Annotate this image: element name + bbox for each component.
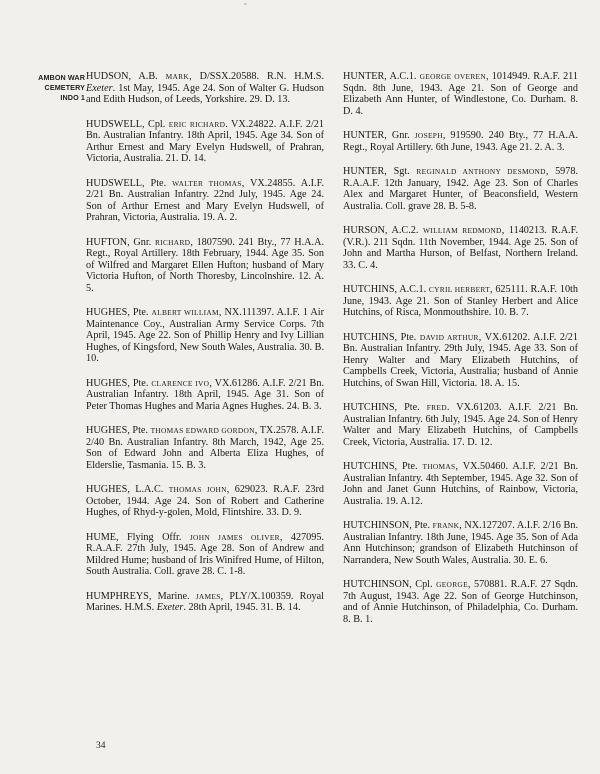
entry-surname-rank: HUDSON, A.B. <box>86 71 166 82</box>
entry-surname-rank: HUTCHINS, Pte. <box>343 331 420 343</box>
entry-details: , 427095. R.A.A.F. 27th July, 1945. Age 28. Son of Andrew and Mildred Hume; husband of Iris Winifred Hume, of Hilton, South Australia. Coll. grave 28. C. 1-8. <box>86 531 325 577</box>
entry-details: , 919590. 240 Bty., 77 H.A.A. Regt., Royal Artillery. 6th June, 1943. Age 21. 2. A. 3. <box>343 130 578 153</box>
entry-details: . VX.24822. A.I.F. 2/21 Bn. Australian Infantry. 18th April, 1945. Age 34. Son of Arthur Ernest and Mary Evelyn Hudswell, of Prahran, Victoria, Australia. 21. D. 14. <box>86 118 324 164</box>
entry-details: , 1140213. R.A.F.(V.R.). 211 Sqdn. 11th November, 1944. Age 25. Son of John and Martha Hurson, of Belfast, Northern Ireland. 33. C. 4. <box>343 225 578 271</box>
entry-details: , VX.61202. A.I.F. 2/21 Bn. Australian Infantry. 29th July, 1945. Age 33. Son of Henry Walter and Mary Elizabeth Hutchins, of Campbells Creek, Victoria, Australia; husband of Annie Hutchins, of Swan Hill, Victoria. 18. A. 15. <box>343 331 578 389</box>
entry-surname-rank: HUTCHINSON, Cpl. <box>343 579 437 590</box>
entry-details-cont: . 1st May, 1945. Age 24. Son of Walter G. Hudson and Edith Hudson, of Leeds, Yorkshire. 29. D. 13. <box>86 82 324 105</box>
register-entry <box>343 284 578 319</box>
register-entry <box>343 166 578 212</box>
entry-details: , NX.111397. A.I.F. 1 Air Maintenance Coy., Australian Army Service Corps. 7th April, 1945. Age 22. Son of Phillip Henry and Ivy Lillian Hughes, of Kingsford, New South Wales, Australia. 30. B. 10. <box>86 307 324 364</box>
entry-details: , D/SSX.20588. R.N. H.M.S. <box>189 71 324 82</box>
register-entry <box>343 71 578 117</box>
entry-ship-name: Exeter <box>156 602 184 613</box>
entry-details: , PLY/X.100359. Royal Marines. H.M.S. <box>86 590 324 613</box>
entry-forenames: FRED <box>426 403 447 412</box>
entry-details: , 1014949. R.A.F. 211 Sqdn. 8th June, 1943. Age 21. Son of George and Elizabeth Ann Hunter, of Windlestone, Co. Durham. 8. D. 4. <box>343 71 578 117</box>
entry-surname-rank: HUTCHINS, A.C.1. <box>343 284 429 295</box>
entry-surname-rank: HUTCHINS, Pte. <box>343 402 427 413</box>
entry-forenames: THOMAS EDWARD GORDON <box>150 426 255 435</box>
entry-forenames: THOMAS JOHN <box>168 485 227 494</box>
register-entry <box>343 225 578 271</box>
entry-forenames: JOSEPH <box>414 131 443 140</box>
entry-details: , VX.61286. A.I.F. 2/21 Bn. Australian Infantry. 18th April, 1945. Age 31. Son of Peter Thomas Hughes and Maria Agnes Hughes. 24. B. 3. <box>86 377 324 412</box>
entry-details: . VX.61203. A.I.F. 2/21 Bn. Australian Infantry. 6th July, 1945. Age 24. Son of Henry Walter and Mary Elizabeth Hutchins, of Campbells Creek, Victoria, Australia. 17. D. 12. <box>343 402 578 448</box>
left-column <box>86 71 324 627</box>
entry-surname-rank: HUNTER, A.C.1. <box>343 71 420 82</box>
scan-mark: ˇ <box>244 2 247 11</box>
register-entry <box>86 178 324 224</box>
entry-details: , VX.50460. A.I.F. 2/21 Bn. Australian Infantry. 4th September, 1945. Age 32. Son of John and Janet Gunn Hutchins, of Rainbow, Victoria, Australia. 19. A.12. <box>343 461 578 507</box>
entry-forenames: JOHN JAMES OLIVER <box>189 532 280 542</box>
entry-details: , 1807590. 241 Bty., 77 H.A.A. Regt., Royal Artillery. 18th February, 1944. Age 35. Son of Wilfred and Margaret Ellen Hufton; husband of Mary Victoria Hufton, of North Thoresby, Lincolnshire. 12. A. 5. <box>86 236 324 294</box>
entry-forenames: ALBERT WILLIAM <box>151 308 219 317</box>
entry-ship-name: Exeter <box>86 82 113 94</box>
entry-forenames: GEORGE OVEREN <box>419 72 487 81</box>
entry-surname-rank: HUDSWELL, Cpl. <box>86 118 169 130</box>
entry-details-cont: . 28th April, 1945. 31. B. 14. <box>183 602 301 613</box>
entry-surname-rank: HUNTER, Gnr. <box>343 130 415 141</box>
register-entry <box>86 378 324 413</box>
register-entry <box>343 130 578 153</box>
entry-surname-rank: HUGHES, Pte. <box>86 425 151 436</box>
entry-surname-rank: HUNTER, Sgt. <box>343 166 417 177</box>
cemetery-margin-label <box>12 73 85 103</box>
entry-forenames: ERIC RICHARD <box>168 119 226 129</box>
register-entry <box>86 591 324 614</box>
entry-details: , 570881. R.A.F. 27 Sqdn. 7th August, 1943. Age 22. Son of George Hutchinson, and of Annie Hutchinson, of Philadelphia, Co. Durham. 8. B. 1. <box>343 579 578 625</box>
entry-details: , 629023. R.A.F. 23rd October, 1944. Age 24. Son of Robert and Catherine Hughes, of Rhyd-y-golen, Mold, Flintshire. 33. D. 9. <box>86 484 324 518</box>
register-entry <box>343 402 578 448</box>
entry-surname-rank: HUDSWELL, Pte. <box>86 177 173 189</box>
margin-label-line: CEMETERY <box>44 83 85 92</box>
entry-details: , 625111. R.A.F. 10th June, 1943. Age 21. Son of Stanley Herbert and Alice Hutchins, of Risca, Monmouthshire. 10. B. 7. <box>343 284 578 318</box>
entry-surname-rank: HUGHES, Pte. <box>86 307 152 318</box>
entry-details: , VX.24855. A.I.F. 2/21 Bn. Australian Infantry. 22nd July, 1945. Age 24. Son of Arthur Ernest and Mary Evelyn Hudswell, of Prahran, Victoria, Australia. 19. A. 2. <box>86 177 324 223</box>
entry-surname-rank: HUGHES, Pte. <box>86 377 152 389</box>
entry-surname-rank: HUTCHINSON, Pte. <box>343 520 433 531</box>
entry-forenames: GEORGE <box>436 580 468 589</box>
entry-forenames: RICHARD <box>154 237 191 247</box>
entry-details: , NX.127207. A.I.F. 2/16 Bn. Australian Infantry. 18th June, 1945. Age 35. Son of Ada Ann Hutchinson; grandson of Elizabeth Hutchinson of Narrandera, New South Wales, Australia. 30. E. 6. <box>343 520 578 566</box>
entry-details: , 5978. R.A.A.F. 12th January, 1942. Age 23. Son of Charles Alex and Margaret Hunter, of Beaconsfield, Western Australia. Coll. grave 28. B. 5-8. <box>343 166 578 212</box>
entry-surname-rank: HUFTON, Gnr. <box>86 236 155 248</box>
entry-forenames: DAVID ARTHUR <box>419 332 479 342</box>
entry-forenames: WALTER THOMAS <box>172 178 242 188</box>
entry-details: , TX.2578. A.I.F. 2/40 Bn. Australian Infantry. 8th March, 1942, Age 25. Son of Edward John and Alberta Eliza Hughes, of Elderslie, Tasmania. 15. B. 3. <box>86 425 324 471</box>
margin-label-line: AMBON WAR <box>38 73 85 82</box>
register-entry <box>343 461 578 507</box>
register-entry <box>86 71 324 106</box>
entry-forenames: WILLIAM REDMOND <box>423 226 502 235</box>
entry-forenames: MARK <box>165 72 190 81</box>
entry-forenames: THOMAS <box>422 462 456 471</box>
register-entry <box>343 520 578 566</box>
register-entry <box>343 332 578 390</box>
register-entry <box>86 484 324 519</box>
entry-surname-rank: HUTCHINS, Pte. <box>343 461 423 472</box>
register-entry <box>86 237 324 295</box>
margin-label-line: INDO 1 <box>60 93 85 102</box>
register-entry <box>86 307 324 365</box>
entry-forenames: JAMES <box>195 591 221 601</box>
entry-forenames: REGINALD ANTHONY DESMOND <box>416 167 546 176</box>
register-entry <box>86 119 324 165</box>
entry-surname-rank: HUME, Flying Offr. <box>86 531 190 543</box>
register-entry <box>86 425 324 471</box>
entry-surname-rank: HURSON, A.C.2. <box>343 225 424 236</box>
entry-forenames: CLARENCE IVO <box>151 378 210 388</box>
page-number: 34 <box>96 741 106 751</box>
register-entry <box>343 579 578 625</box>
entry-forenames: FRANK <box>432 521 460 530</box>
entry-surname-rank: HUMPHREYS, Marine. <box>86 590 196 602</box>
entry-surname-rank: HUGHES, L.A.C. <box>86 484 169 495</box>
right-column <box>343 71 578 638</box>
register-entry <box>86 532 324 578</box>
entry-forenames: CYRIL HERBERT <box>428 285 491 294</box>
